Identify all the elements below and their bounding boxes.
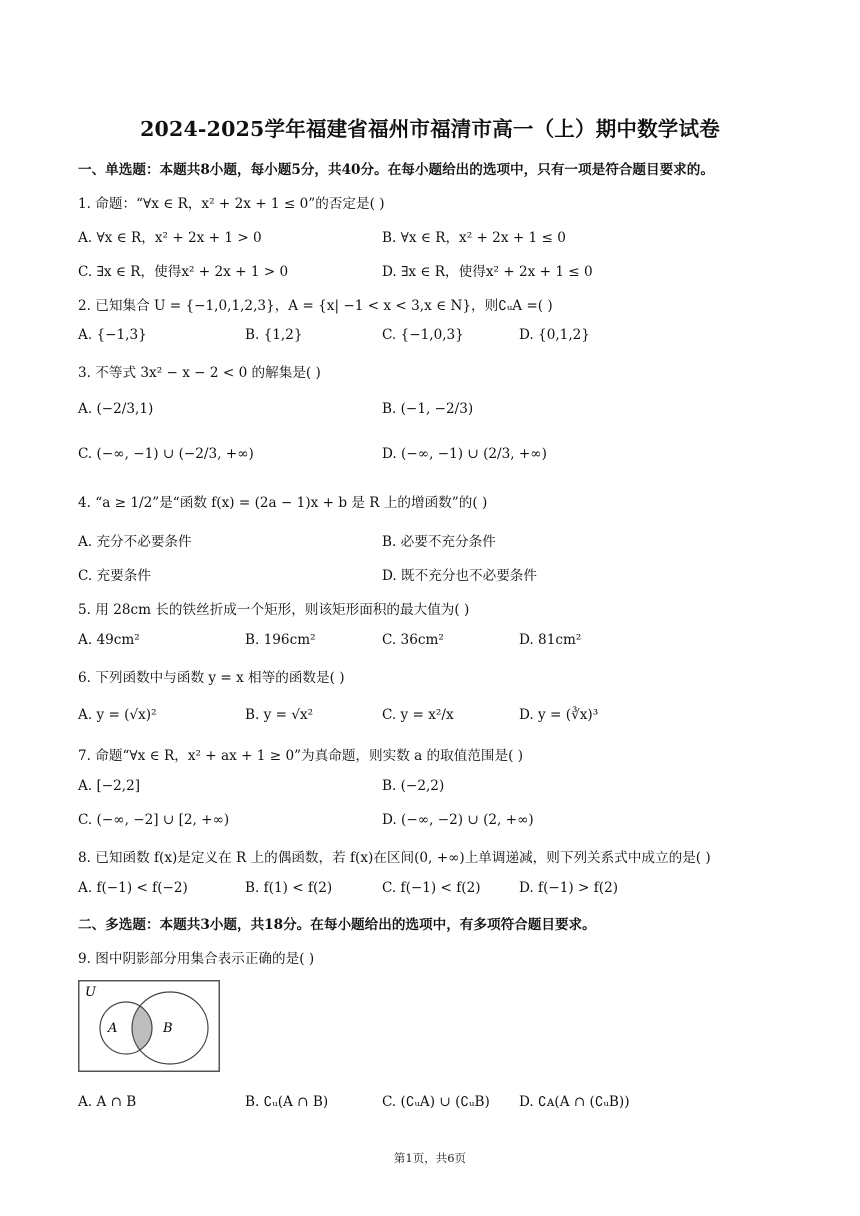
venn-diagram [78, 980, 220, 1072]
question-5-option-b: B. 196cm² [245, 632, 316, 648]
question-3-stem: 3. 不等式 3x² − x − 2 < 0 的解集是( ) [78, 365, 321, 381]
question-1-option-c: C. ∃x ∈ R，使得x² + 2x + 1 > 0 [78, 264, 289, 280]
question-9-stem: 9. 图中阴影部分用集合表示正确的是( ) [78, 951, 315, 967]
question-9-option-d: D. ∁ᴀ(A ∩ (∁ᵤB)) [519, 1094, 630, 1110]
page-footer: 第1页，共6页 [393, 1151, 467, 1165]
question-4-option-b: B. 必要不充分条件 [382, 534, 496, 550]
question-3-option-c: C. (−∞, −1) ∪ (−2/3, +∞) [78, 446, 254, 462]
question-5-option-a: A. 49cm² [78, 632, 140, 648]
question-4-option-a: A. 充分不必要条件 [78, 534, 192, 550]
question-6-option-d: D. y = (∛x)³ [519, 707, 599, 723]
question-6-stem: 6. 下列函数中与函数 y = x 相等的函数是( ) [78, 670, 345, 686]
question-5-option-d: D. 81cm² [519, 632, 582, 648]
question-2-option-a: A. {−1,3} [78, 327, 147, 343]
question-7-stem: 7. 命题“∀x ∈ R，x² + ax + 1 ≥ 0”为真命题，则实数 a 的取值范围是( ) [78, 748, 524, 764]
question-9-option-b: B. ∁ᵤ(A ∩ B) [245, 1094, 329, 1110]
question-7-option-d: D. (−∞, −2) ∪ (2, +∞) [382, 812, 534, 828]
question-8-option-b: B. f(1) < f(2) [245, 880, 333, 896]
question-5-option-c: C. 36cm² [382, 632, 444, 648]
question-9-option-a: A. A ∩ B [78, 1094, 137, 1110]
question-1-stem: 1. 命题：“∀x ∈ R，x² + 2x + 1 ≤ 0”的否定是( ) [78, 196, 385, 212]
question-8-option-a: A. f(−1) < f(−2) [78, 880, 188, 896]
question-4-option-c: C. 充要条件 [78, 568, 151, 584]
question-1-option-d: D. ∃x ∈ R，使得x² + 2x + 1 ≤ 0 [382, 264, 593, 280]
question-6-option-a: A. y = (√x)² [78, 707, 157, 723]
question-7-option-a: A. [−2,2] [78, 778, 141, 794]
set-a-label: A [108, 1021, 118, 1036]
question-4-option-d: D. 既不充分也不必要条件 [382, 568, 537, 584]
question-6-option-c: C. y = x²/x [382, 707, 454, 723]
question-3-option-a: A. (−2/3,1) [78, 401, 154, 417]
question-1-option-b: B. ∀x ∈ R，x² + 2x + 1 ≤ 0 [382, 230, 566, 246]
set-b-label: B [163, 1021, 173, 1036]
question-7-option-b: B. (−2,2) [382, 778, 445, 794]
question-3-option-b: B. (−1, −2/3) [382, 401, 474, 417]
universe-label: U [85, 985, 96, 1000]
question-2-option-c: C. {−1,0,3} [382, 327, 464, 343]
question-9-option-c: C. (∁ᵤA) ∪ (∁ᵤB) [382, 1094, 490, 1110]
question-4-stem: 4. “a ≥ 1/2”是“函数 f(x) = (2a − 1)x + b 是 R 上的增函数”的( ) [78, 495, 488, 511]
question-1-option-a: A. ∀x ∈ R，x² + 2x + 1 > 0 [78, 230, 262, 246]
question-7-option-c: C. (−∞, −2] ∪ [2, +∞) [78, 812, 230, 828]
question-8-stem: 8. 已知函数 f(x)是定义在 R 上的偶函数，若 f(x)在区间(0, +∞)上单调递减，则下列关系式中成立的是( ) [78, 850, 711, 866]
question-6-option-b: B. y = √x² [245, 707, 314, 723]
question-3-option-d: D. (−∞, −1) ∪ (2/3, +∞) [382, 446, 547, 462]
question-2-stem: 2. 已知集合 U = {−1,0,1,2,3}，A = {x| −1 < x < 3,x ∈ N}，则∁ᵤA =( ) [78, 298, 553, 314]
question-5-stem: 5. 用 28cm 长的铁丝折成一个矩形，则该矩形面积的最大值为( ) [78, 602, 470, 618]
section-heading-single-choice: 一、单选题：本题共8小题，每小题5分，共40分。在每小题给出的选项中，只有一项是符合题目要求的。 [78, 162, 714, 178]
question-8-option-c: C. f(−1) < f(2) [382, 880, 481, 896]
question-8-option-d: D. f(−1) > f(2) [519, 880, 619, 896]
section-heading-multi-choice: 二、多选题：本题共3小题，共18分。在每小题给出的选项中，有多项符合题目要求。 [78, 917, 596, 933]
page-title: 2024-2025学年福建省福州市福清市高一（上）期中数学试卷 [140, 117, 720, 141]
question-2-option-d: D. {0,1,2} [519, 327, 590, 343]
question-2-option-b: B. {1,2} [245, 327, 303, 343]
